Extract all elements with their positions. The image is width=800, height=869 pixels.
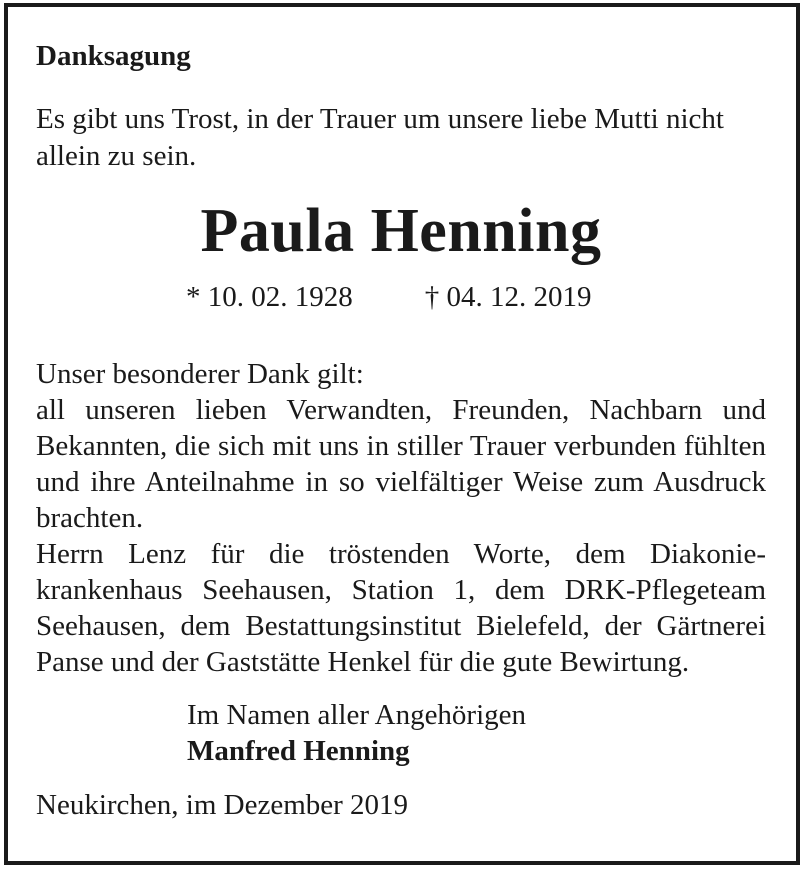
death-date: † 04. 12. 2019 bbox=[424, 281, 592, 313]
signature-block bbox=[187, 697, 526, 769]
signature-line: Im Namen aller Angehörigen bbox=[187, 699, 527, 731]
thanks-paragraph: all unseren lieben Verwandten, Freunden, Nachbarn und Bekannten, die sich mit uns in stiller Trauer verbunden fühlten und ihre Anteilnahme in so vielfältiger Weise zum Ausdruck brachten. bbox=[36, 394, 766, 534]
notice-heading: Danksagung bbox=[36, 40, 191, 72]
thanks-body bbox=[36, 392, 766, 680]
intro-text: Es gibt uns Trost, in der Trauer um unsere liebe Mutti nicht allein zu sein. bbox=[36, 103, 724, 172]
thanks-intro: Unser besonderer Dank gilt: bbox=[36, 358, 364, 390]
deceased-name: Paula Henning bbox=[200, 197, 602, 265]
thanks-paragraph: Herrn Lenz für die tröstenden Worte, dem Diakoniekrankenhaus Seehausen, Station 1, dem DRK-Pflegeteam Seehausen, dem Bestattungsinstitut Bielefeld, der Gärtnerei Panse und der Gaststätte Henkel für die gute Bewirtung. bbox=[36, 538, 766, 678]
signer-name: Manfred Henning bbox=[187, 735, 410, 767]
life-dates bbox=[186, 281, 592, 314]
place-date: Neukirchen, im Dezember 2019 bbox=[36, 789, 409, 821]
birth-date: * 10. 02. 1928 bbox=[186, 281, 353, 313]
